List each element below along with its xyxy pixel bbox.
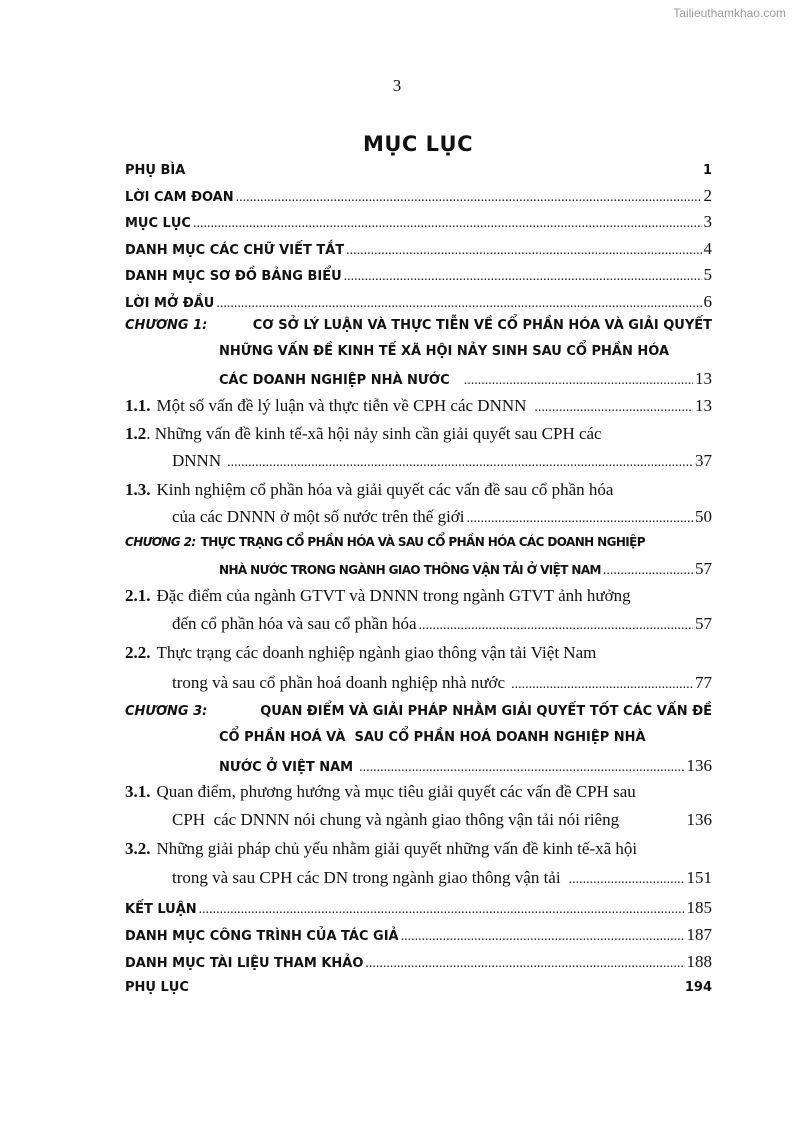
leader-dots (216, 296, 701, 312)
toc-entry-mo-dau[interactable] (125, 292, 712, 312)
toc-chapter-3[interactable] (125, 704, 712, 719)
chapter-title-line: CÁC DOANH NGHIỆP NHÀ NƯỚC (219, 373, 450, 388)
section-number: 1.2 (125, 424, 147, 443)
toc-section-1-2[interactable] (125, 424, 712, 444)
section-number: 1.1. (125, 396, 151, 415)
toc-page: 2 (703, 186, 712, 205)
toc-page: 187 (686, 925, 712, 944)
section-title: Quan điểm, phương hướng và mục tiêu giải quyết các vấn đề CPH sau (156, 782, 636, 801)
toc-entry-ket-luan[interactable] (125, 898, 712, 918)
toc-page: 77 (695, 673, 712, 692)
chapter-title-line: NƯỚC Ở VIỆT NAM (219, 760, 354, 775)
toc-label: KẾT LUẬN (125, 902, 197, 917)
toc-page: 151 (686, 868, 712, 887)
toc-chapter-1-cont (219, 344, 712, 359)
toc-page: 136 (686, 810, 712, 829)
toc-section-3-1[interactable] (125, 782, 712, 802)
toc-page: 194 (684, 980, 712, 995)
chapter-title-line: CƠ SỞ LÝ LUẬN VÀ THỰC TIỄN VỀ CỔ PHẦN HÓA VÀ GIẢI QUYẾT (252, 318, 712, 333)
toc-section-2-1-cont (172, 614, 712, 634)
section-title: trong và sau CPH các DN trong ngành giao thông vận tải (172, 868, 561, 887)
toc-section-1-2-cont (172, 451, 712, 471)
toc-chapter-1[interactable] (125, 318, 712, 333)
toc-chapter-2[interactable] (125, 535, 712, 549)
section-title: Những giải pháp chủ yếu nhằm giải quyết những vấn đề kinh tế-xã hội (156, 839, 638, 858)
toc-entry-loi-cam-doan[interactable] (125, 186, 712, 206)
toc-entry-so-do[interactable] (125, 265, 712, 285)
page-title: MỤC LỤC (362, 132, 474, 156)
section-number: 3.1. (125, 782, 151, 801)
section-number: 2.1. (125, 586, 151, 605)
toc-chapter-3-cont (219, 730, 712, 745)
section-title: đến cổ phần hóa và sau cổ phần hóa (172, 614, 417, 633)
toc-page: 13 (695, 396, 712, 415)
section-title: . Những vấn đề kinh tế-xã hội nảy sinh cần giải quyết sau CPH các (146, 424, 602, 443)
leader-dots (193, 216, 702, 232)
leader-dots (401, 929, 685, 945)
toc-entry-viet-tat[interactable] (125, 239, 712, 259)
toc-page: 57 (695, 614, 712, 633)
toc-page: 6 (703, 292, 712, 311)
toc-page: 50 (695, 507, 712, 526)
toc-chapter-3-end (219, 756, 712, 776)
toc-page: 5 (703, 265, 712, 284)
chapter-title-line: CỔ PHẦN HOÁ VÀ SAU CỔ PHẦN HOÁ DOANH NGHIỆP NHÀ (219, 730, 646, 745)
toc-section-1-3[interactable] (125, 480, 712, 500)
toc-label: DANH MỤC SƠ ĐỒ BẢNG BIỂU (125, 269, 342, 284)
toc-entry-muc-luc[interactable] (125, 212, 712, 232)
toc-page: 37 (695, 451, 712, 470)
section-title: DNNN (172, 451, 222, 470)
toc-chapter-1-end (219, 369, 712, 389)
chapter-prefix: CHƯƠNG 1: (125, 318, 208, 333)
toc-label: DANH MỤC CÁC CHỮ VIẾT TẮT (125, 243, 345, 258)
toc-entry-tai-lieu[interactable] (125, 952, 712, 972)
leader-dots (344, 269, 702, 285)
toc-label: DANH MỤC CÔNG TRÌNH CỦA TÁC GIẢ (125, 929, 399, 944)
toc-section-3-2[interactable] (125, 839, 712, 859)
toc-section-3-1-cont (172, 810, 712, 830)
toc-section-2-2-cont (172, 673, 712, 693)
section-number: 3.2. (125, 839, 151, 858)
toc-section-2-2[interactable] (125, 643, 712, 663)
section-title: Thực trạng các doanh nghiệp ngành giao thông vận tải Việt Nam (156, 643, 597, 662)
leader-dots (467, 511, 693, 527)
watermark: Tailieuthamkhao.com (673, 6, 786, 20)
leader-dots (419, 618, 693, 634)
toc-label: DANH MỤC TÀI LIỆU THAM KHẢO (125, 956, 364, 971)
toc-entry-phu-luc[interactable] (125, 980, 712, 995)
chapter-title-line: THỰC TRẠNG CỔ PHẦN HÓA VÀ SAU CỔ PHẦN HÓA CÁC DOANH NGHIỆP (200, 535, 645, 549)
leader-dots (534, 400, 693, 416)
leader-dots (236, 190, 702, 206)
toc-section-2-1[interactable] (125, 586, 712, 606)
toc-page: 13 (695, 369, 712, 388)
toc-page: 3 (703, 212, 712, 231)
section-title: trong và sau cổ phần hoá doanh nghiệp nhà nước (172, 673, 506, 692)
toc-entry-cong-trinh[interactable] (125, 925, 712, 945)
section-number: 2.2. (125, 643, 151, 662)
chapter-title-line: QUAN ĐIỂM VÀ GIẢI PHÁP NHẰM GIẢI QUYẾT TỐT CÁC VẤN ĐỀ (260, 704, 712, 719)
toc-chapter-2-end (219, 559, 712, 579)
toc-page: 1 (702, 163, 712, 178)
section-title: CPH các DNNN nói chung và ngành giao thông vận tải nói riêng (172, 810, 620, 829)
leader-dots (569, 872, 685, 888)
leader-dots (227, 455, 693, 471)
chapter-title-line: NHỮNG VẤN ĐỀ KINH TẾ XÃ HỘI NẢY SINH SAU CỔ PHẦN HÓA (219, 344, 670, 359)
section-title: Đặc điểm của ngành GTVT và DNNN trong ngành GTVT ảnh hưởng (156, 586, 631, 605)
toc-page: 185 (686, 898, 712, 917)
leader-dots (346, 243, 701, 259)
toc-label: LỜI MỞ ĐẦU (125, 296, 215, 311)
leader-dots (511, 677, 693, 693)
toc-page: 188 (686, 952, 712, 971)
chapter-prefix: CHƯƠNG 3: (125, 704, 208, 719)
toc-page: 4 (703, 239, 712, 258)
leader-dots (464, 373, 693, 389)
section-title: Một số vấn đề lý luận và thực tiễn về CPH các DNNN (156, 396, 527, 415)
toc-label: MỤC LỤC (125, 216, 191, 231)
leader-dots (359, 760, 684, 776)
leader-dots (199, 902, 685, 918)
toc-section-1-1[interactable] (125, 396, 712, 416)
chapter-title-line: NHÀ NƯỚC TRONG NGÀNH GIAO THÔNG VẬN TẢI Ở VIỆT NAM (219, 563, 601, 577)
section-title: của các DNNN ở một số nước trên thế giới (172, 507, 465, 526)
section-title: Kinh nghiệm cổ phần hóa và giải quyết các vấn đề sau cổ phần hóa (156, 480, 614, 499)
toc-page: 57 (695, 559, 712, 578)
toc-label: PHỤ BÌA (125, 163, 186, 178)
toc-entry-phu-bia[interactable] (125, 163, 712, 178)
toc-label: PHỤ LỤC (125, 980, 189, 995)
chapter-prefix: CHƯƠNG 2: (125, 535, 196, 549)
toc-page: 136 (686, 756, 712, 775)
leader-dots (365, 956, 684, 972)
page-number: 3 (392, 76, 402, 95)
toc-section-3-2-cont (172, 868, 712, 888)
section-number: 1.3. (125, 480, 151, 499)
toc-label: LỜI CAM ĐOAN (125, 190, 234, 205)
leader-dots (603, 563, 693, 579)
toc-section-1-3-cont (172, 507, 712, 527)
